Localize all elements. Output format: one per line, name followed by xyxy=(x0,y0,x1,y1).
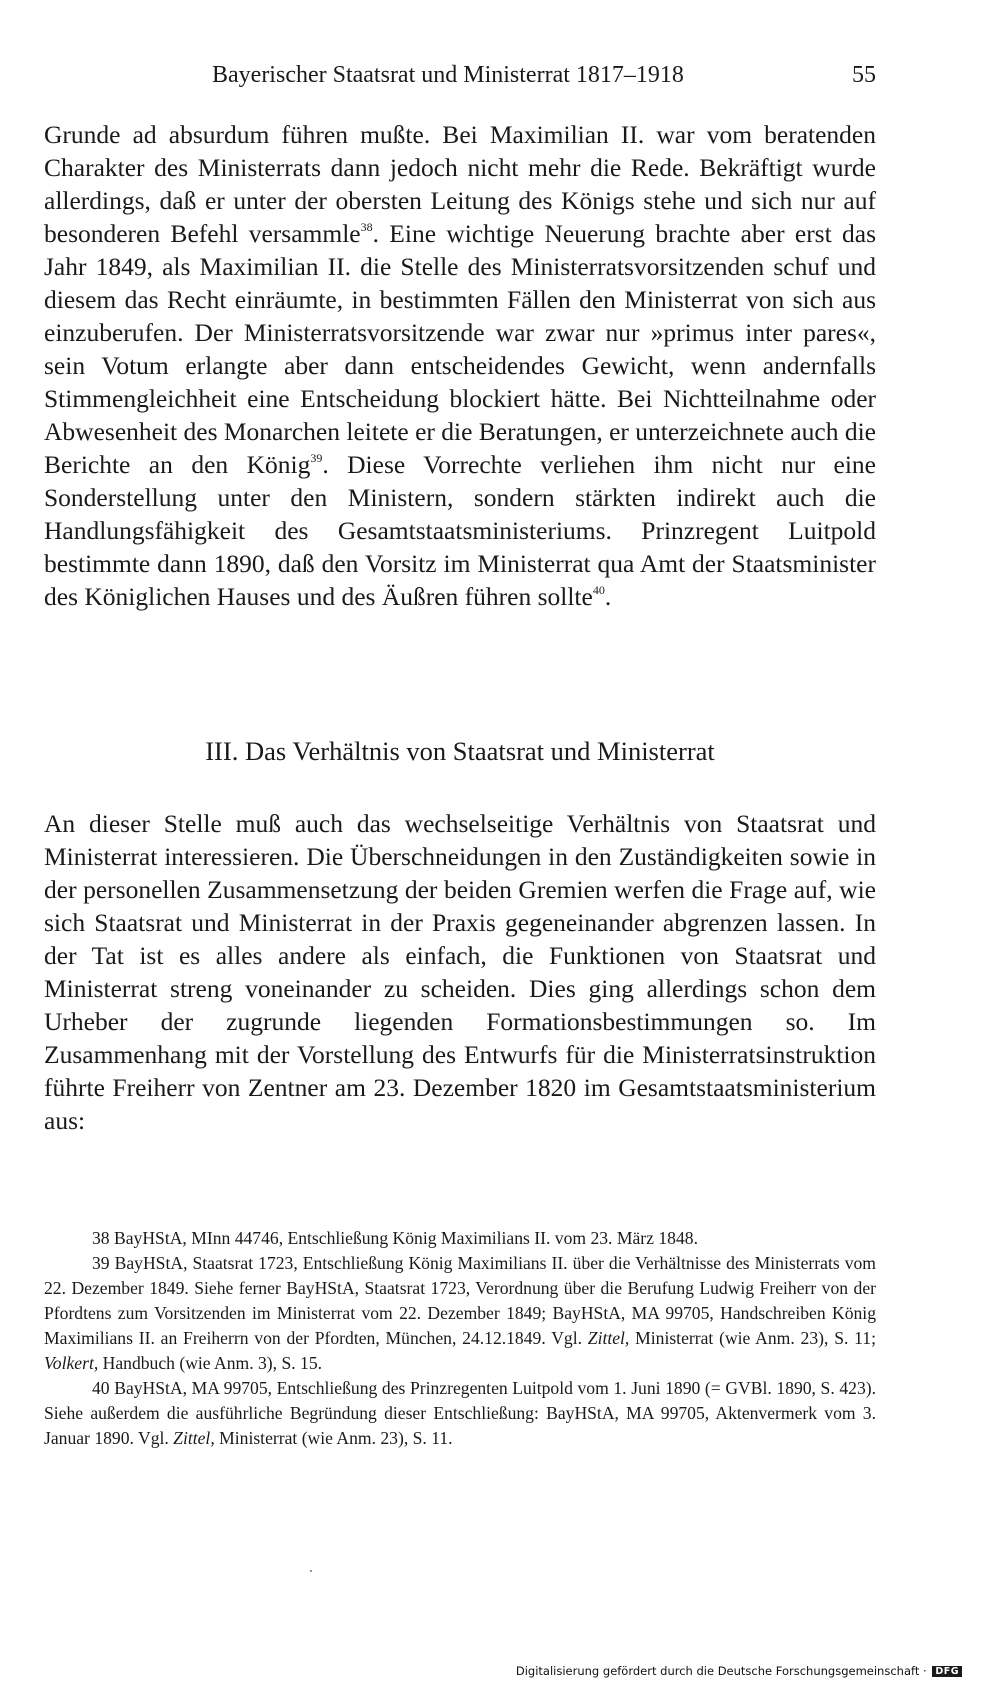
author-name: Zittel, xyxy=(587,1328,630,1348)
running-head xyxy=(44,58,876,94)
author-name: Zittel, xyxy=(173,1428,215,1448)
running-title: Bayerischer Staatsrat und Ministerrat 1817–1918 xyxy=(212,62,684,88)
body-paragraph-2: An dieser Stelle muß auch das wechselseitige Verhältnis von Staatsrat und Ministerrat interessieren. Die Überschneidungen in den Zuständigkeiten sowie in der personellen Zusammensetzung der beiden Gremien werfen die Frage auf, wie sich Staatsrat und Ministerrat in der Praxis gegeneinander abgrenzen lassen. In der Tat ist es alles andere als einfach, die Funktionen von Staatsrat und Ministerrat streng voneinander zu scheiden. Dies ging allerdings schon dem Urheber der zugrunde liegenden Formationsbestimmungen so. Im Zusammenhang mit der Vorstellung des Entwurfs für die Ministerratsinstruktion führte Freiherr von Zentner am 23. Dezember 1820 im Gesamtstaatsministerium aus: xyxy=(44,809,876,1135)
body-paragraph-1 xyxy=(44,118,876,613)
digitization-footer xyxy=(516,1664,962,1678)
paragraph-text: . Eine wichtige Neuerung brachte aber erst das Jahr 1849, als Maximilian II. die Stelle des Ministerratsvorsitzenden schuf und diesem das Recht einräumte, in bestimmten Fällen den Ministerrat von sich aus einzuberufen. Der Ministerratsvorsitzende war zwar nur »primus inter pares«, sein Votum erlangte aber dann entscheidendes Gewicht, wenn andernfalls Stimmengleichheit eine Entscheidung blockiert hätte. Bei Nichtteilnahme oder Abwesenheit des Monarchen leitete er die Beratungen, er unterzeichnete auch die Berichte an den König xyxy=(44,219,877,479)
digitization-note-text: Digitalisierung gefördert durch die Deutsche Forschungsgemeinschaft · xyxy=(515,1664,927,1678)
scan-speck xyxy=(310,1570,312,1572)
section-heading: III. Das Verhältnis von Staatsrat und Ministerrat xyxy=(205,736,715,766)
footnote-ref-39[interactable]: 39 xyxy=(310,451,323,465)
paragraph-text: . Diese Vorrechte verliehen ihm nicht nur eine Sonderstellung unter den Ministern, sondern stärkten indirekt auch die Handlungsfähigkeit des Gesamtstaatsministeriums. Prinzregent Luitpold bestimmte dann 1890, daß den Vorsitz im Ministerrat qua Amt der Staatsminister des Königlichen Hauses und des Äußren führen sollte xyxy=(44,450,876,611)
footnote-number: 39 xyxy=(92,1253,110,1273)
paragraph-text: Grunde ad absurdum führen mußte. Bei Maximilian II. war vom beratenden Charakter des Ministerrats dann jedoch nicht mehr die Rede. Bekräftigt wurde allerdings, daß er unter der obersten Leitung des Königs stehe und sich nur auf besonderen Befehl versammle xyxy=(44,120,876,248)
footnote-number: 38 xyxy=(92,1228,110,1248)
footnote-text: BayHStA, MInn 44746, Entschließung König Maximilians II. vom 23. März 1848. xyxy=(114,1228,698,1248)
author-name: Volkert, xyxy=(44,1353,99,1373)
paragraph-text: . xyxy=(604,582,612,611)
footnote-ref-38[interactable]: 38 xyxy=(360,220,373,234)
footnote-number: 40 xyxy=(92,1378,110,1398)
dfg-logo-icon: DFG xyxy=(932,1666,962,1677)
footnotes xyxy=(44,1226,876,1451)
footnote-text: Ministerrat (wie Anm. 23), S. 11. xyxy=(214,1428,453,1448)
footnote-text: Handbuch (wie Anm. 3), S. 15. xyxy=(98,1353,323,1373)
footnote-40 xyxy=(44,1376,876,1451)
footnote-ref-40[interactable]: 40 xyxy=(592,583,605,597)
footnote-text: Ministerrat (wie Anm. 23), S. 11; xyxy=(629,1328,876,1348)
footnote-text: BayHStA, MA 99705, Entschließung des Prinzregenten Luitpold vom 1. Juni 1890 (= GVBl. 1890, S. 423). Siehe außerdem die ausführliche Begründung dieser Entschließung: BayHStA, MA 99705, Aktenvermerk vom 3. Januar 1890. Vgl. xyxy=(44,1378,877,1448)
footnote-text: BayHStA, Staatsrat 1723, Entschließung König Maximilians II. über die Verhältnisse des Ministerrats vom 22. Dezember 1849. Siehe ferner BayHStA, Staatsrat 1723, Verordnung über die Berufung Ludwig Freiherr von der Pfordtens zum Vorsitzenden im Ministerrat vom 22. Dezember 1849; BayHStA, MA 99705, Handschreiben König Maximilians II. an Freiherrn von der Pfordten, München, 24.12.1849. Vgl. xyxy=(44,1253,876,1348)
footnote-38 xyxy=(44,1226,876,1251)
page-number: 55 xyxy=(852,62,876,88)
footnote-39 xyxy=(44,1251,876,1376)
